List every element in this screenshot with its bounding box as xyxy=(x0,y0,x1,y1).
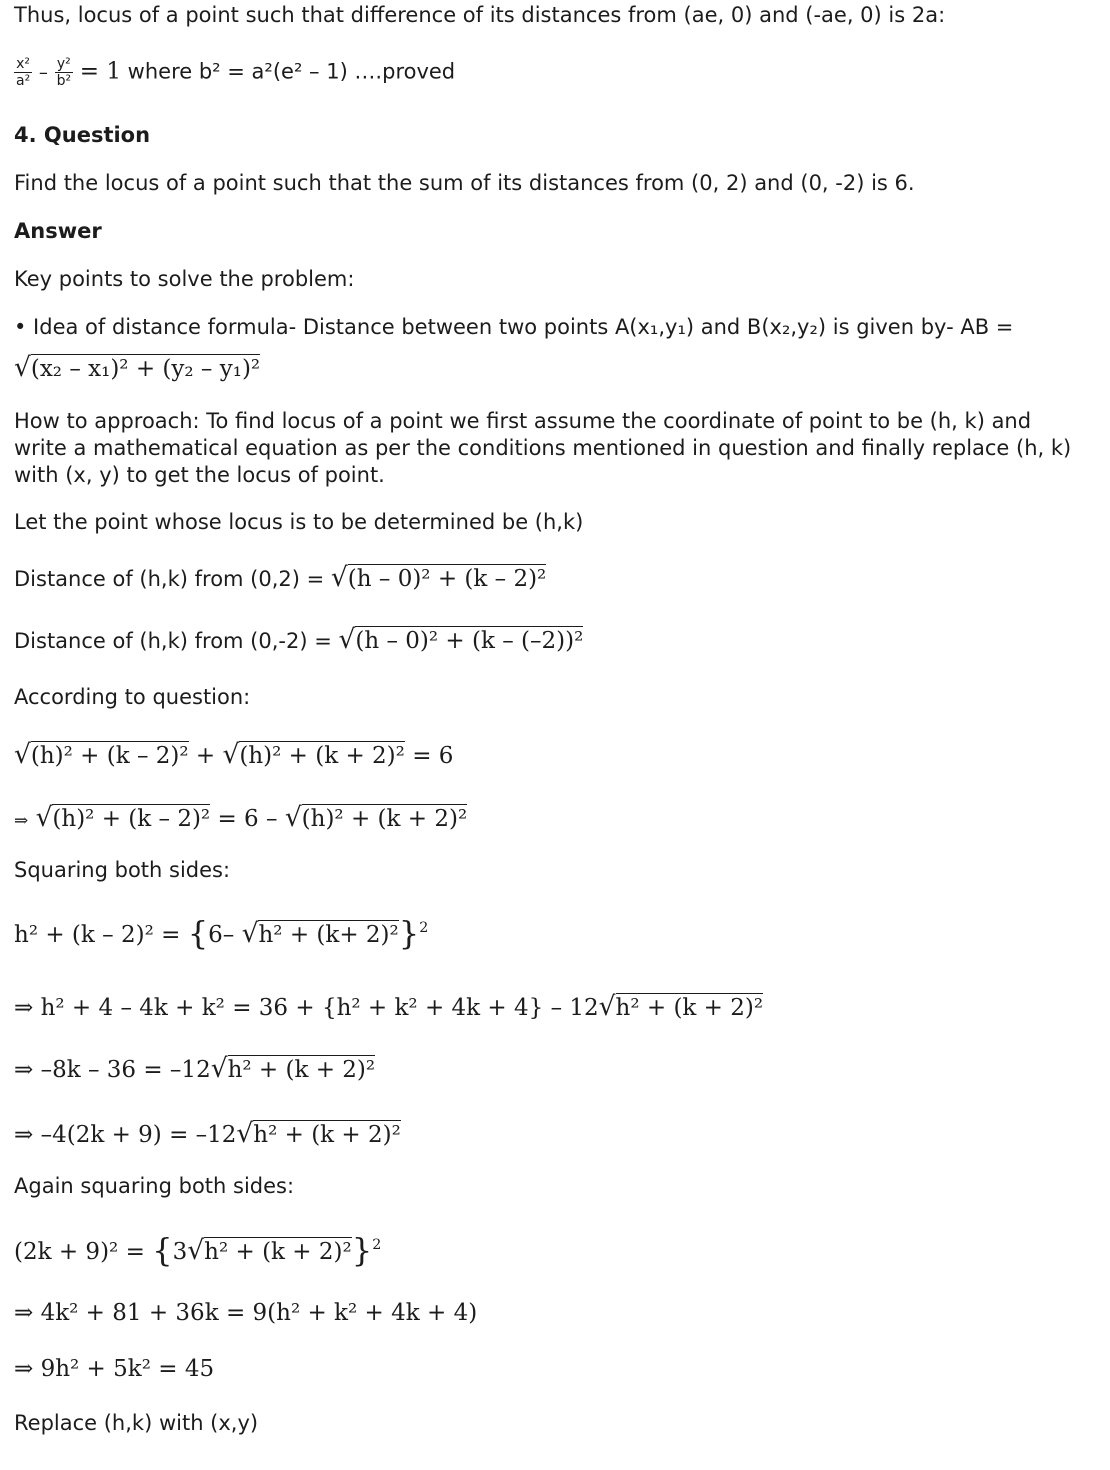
equation-1 xyxy=(14,741,453,770)
replace-text: Replace (h,k) with (x,y) xyxy=(14,1411,259,1435)
sqrt-sign: √ xyxy=(598,991,616,1022)
distance-formula-text: • Idea of distance formula- Distance between two points A(x₁,y₁) and B(x₂,y₂) is given by- AB = xyxy=(14,315,1014,339)
equation-6-lhs: ⇒ –4(2k + 9) = –12 xyxy=(14,1122,237,1148)
sqrt-expression xyxy=(599,993,763,1022)
equals-six: = 6 xyxy=(412,743,454,769)
radicand: h² + (k + 2)² xyxy=(253,1122,401,1148)
implies-arrow: ⇒ xyxy=(14,811,29,831)
equals-one: = 1 xyxy=(79,58,121,85)
sqrt-expression xyxy=(285,804,467,833)
equation-7 xyxy=(14,1231,382,1270)
distance-2-label: Distance of (h,k) from (0,-2) = xyxy=(14,629,332,653)
sqrt-expression xyxy=(36,804,211,833)
sqrt-expression xyxy=(236,1120,400,1149)
exponent: 2 xyxy=(372,1237,382,1254)
close-brace: } xyxy=(351,1231,373,1270)
radicand: h² + (k + 2)² xyxy=(615,995,764,1021)
sqrt-expression xyxy=(331,564,546,593)
let-point-text: Let the point whose locus is to be determined be (h,k) xyxy=(14,510,584,534)
fraction-denominator: b² xyxy=(56,73,72,89)
equation-6 xyxy=(14,1120,401,1149)
equation-8: ⇒ 4k² + 81 + 36k = 9(h² + k² + 4k + 4) xyxy=(14,1300,478,1326)
radicand: (h – 0)² + (k – 2)² xyxy=(347,566,547,592)
sqrt-expression xyxy=(242,920,399,949)
open-brace: { xyxy=(187,914,209,953)
sqrt-expression xyxy=(14,354,260,383)
sqrt-expression xyxy=(187,1237,351,1266)
sqrt-sign: √ xyxy=(210,1053,228,1084)
fraction-x2-a2 xyxy=(14,56,32,89)
plus-sign: + xyxy=(195,743,216,769)
intro-text: Thus, locus of a point such that difference of its distances from (ae, 0) and (-ae, 0) is 2a: xyxy=(14,3,946,27)
question-heading: 4. Question xyxy=(14,123,151,147)
sqrt-sign: √ xyxy=(241,918,259,949)
equation-4 xyxy=(14,993,763,1022)
according-text: According to question: xyxy=(14,685,251,709)
equation-5 xyxy=(14,1055,375,1084)
distance-1-label: Distance of (h,k) from (0,2) = xyxy=(14,567,325,591)
squaring-text: Squaring both sides: xyxy=(14,858,231,882)
sqrt-sign: √ xyxy=(35,802,53,833)
six-minus: 6– xyxy=(208,922,235,948)
equals-six-minus: = 6 – xyxy=(217,806,278,832)
key-points: Key points to solve the problem: xyxy=(14,267,355,291)
open-brace: { xyxy=(152,1231,173,1270)
radicand: (x₂ – x₁)² + (y₂ – y₁)² xyxy=(30,356,261,382)
sqrt-sign: √ xyxy=(236,1118,254,1149)
radicand: h² + (k+ 2)² xyxy=(258,922,399,948)
radicand: (h)² + (k – 2)² xyxy=(52,806,211,832)
sqrt-expression xyxy=(223,741,405,770)
question-text: Find the locus of a point such that the sum of its distances from (0, 2) and (0, -2) is 6. xyxy=(14,171,915,195)
sqrt-sign: √ xyxy=(14,739,31,770)
close-brace: } xyxy=(398,914,420,953)
sqrt-expression xyxy=(14,741,189,770)
distance-1-line xyxy=(14,564,546,593)
radicand: h² + (k + 2)² xyxy=(204,1239,352,1265)
proved-equation xyxy=(14,56,455,89)
sqrt-sign: √ xyxy=(222,739,240,770)
sqrt-sign: √ xyxy=(284,802,302,833)
radicand: h² + (k + 2)² xyxy=(227,1057,376,1083)
coefficient-three: 3 xyxy=(172,1239,188,1265)
equation-4-lhs: ⇒ h² + 4 – 4k + k² = 36 + {h² + k² + 4k + 4} – 12 xyxy=(14,995,599,1021)
sqrt-sign: √ xyxy=(14,352,31,383)
sqrt-expression xyxy=(339,626,584,655)
sqrt-sign: √ xyxy=(330,562,348,593)
fraction-denominator: a² xyxy=(16,73,31,89)
radicand: (h)² + (k + 2)² xyxy=(239,743,405,769)
radicand: (h)² + (k – 2)² xyxy=(30,743,189,769)
fraction-numerator: y² xyxy=(55,56,74,73)
distance-formula-expr xyxy=(14,354,260,383)
radicand: (h – 0)² + (k – (–2))² xyxy=(355,628,584,654)
equation-5-lhs: ⇒ –8k – 36 = –12 xyxy=(14,1057,211,1083)
distance-2-line xyxy=(14,626,583,655)
equation-3-lhs: h² + (k – 2)² = xyxy=(14,922,181,948)
sqrt-expression xyxy=(211,1055,375,1084)
equation-9: ⇒ 9h² + 5k² = 45 xyxy=(14,1356,215,1382)
equation-7-lhs: (2k + 9)² = xyxy=(14,1239,145,1265)
proved-text: where b² = a²(e² – 1) ….proved xyxy=(127,59,456,84)
equation-3 xyxy=(14,914,429,953)
fraction-numerator: x² xyxy=(14,56,32,73)
sqrt-sign: √ xyxy=(187,1235,205,1266)
radicand: (h)² + (k + 2)² xyxy=(301,806,468,832)
minus-sign: – xyxy=(38,62,48,84)
equation-2 xyxy=(14,804,467,835)
sqrt-sign: √ xyxy=(338,624,356,655)
again-squaring-text: Again squaring both sides: xyxy=(14,1174,295,1198)
answer-heading: Answer xyxy=(14,219,102,243)
fraction-y2-b2 xyxy=(55,56,74,89)
exponent: 2 xyxy=(419,920,429,937)
approach-text: How to approach: To find locus of a point we first assume the coordinate of point to be (h, k) and write a mathematical equation as per the conditions mentioned in question and finally replace (h, k) with (x, y) to get the locus of point. xyxy=(14,409,1072,487)
